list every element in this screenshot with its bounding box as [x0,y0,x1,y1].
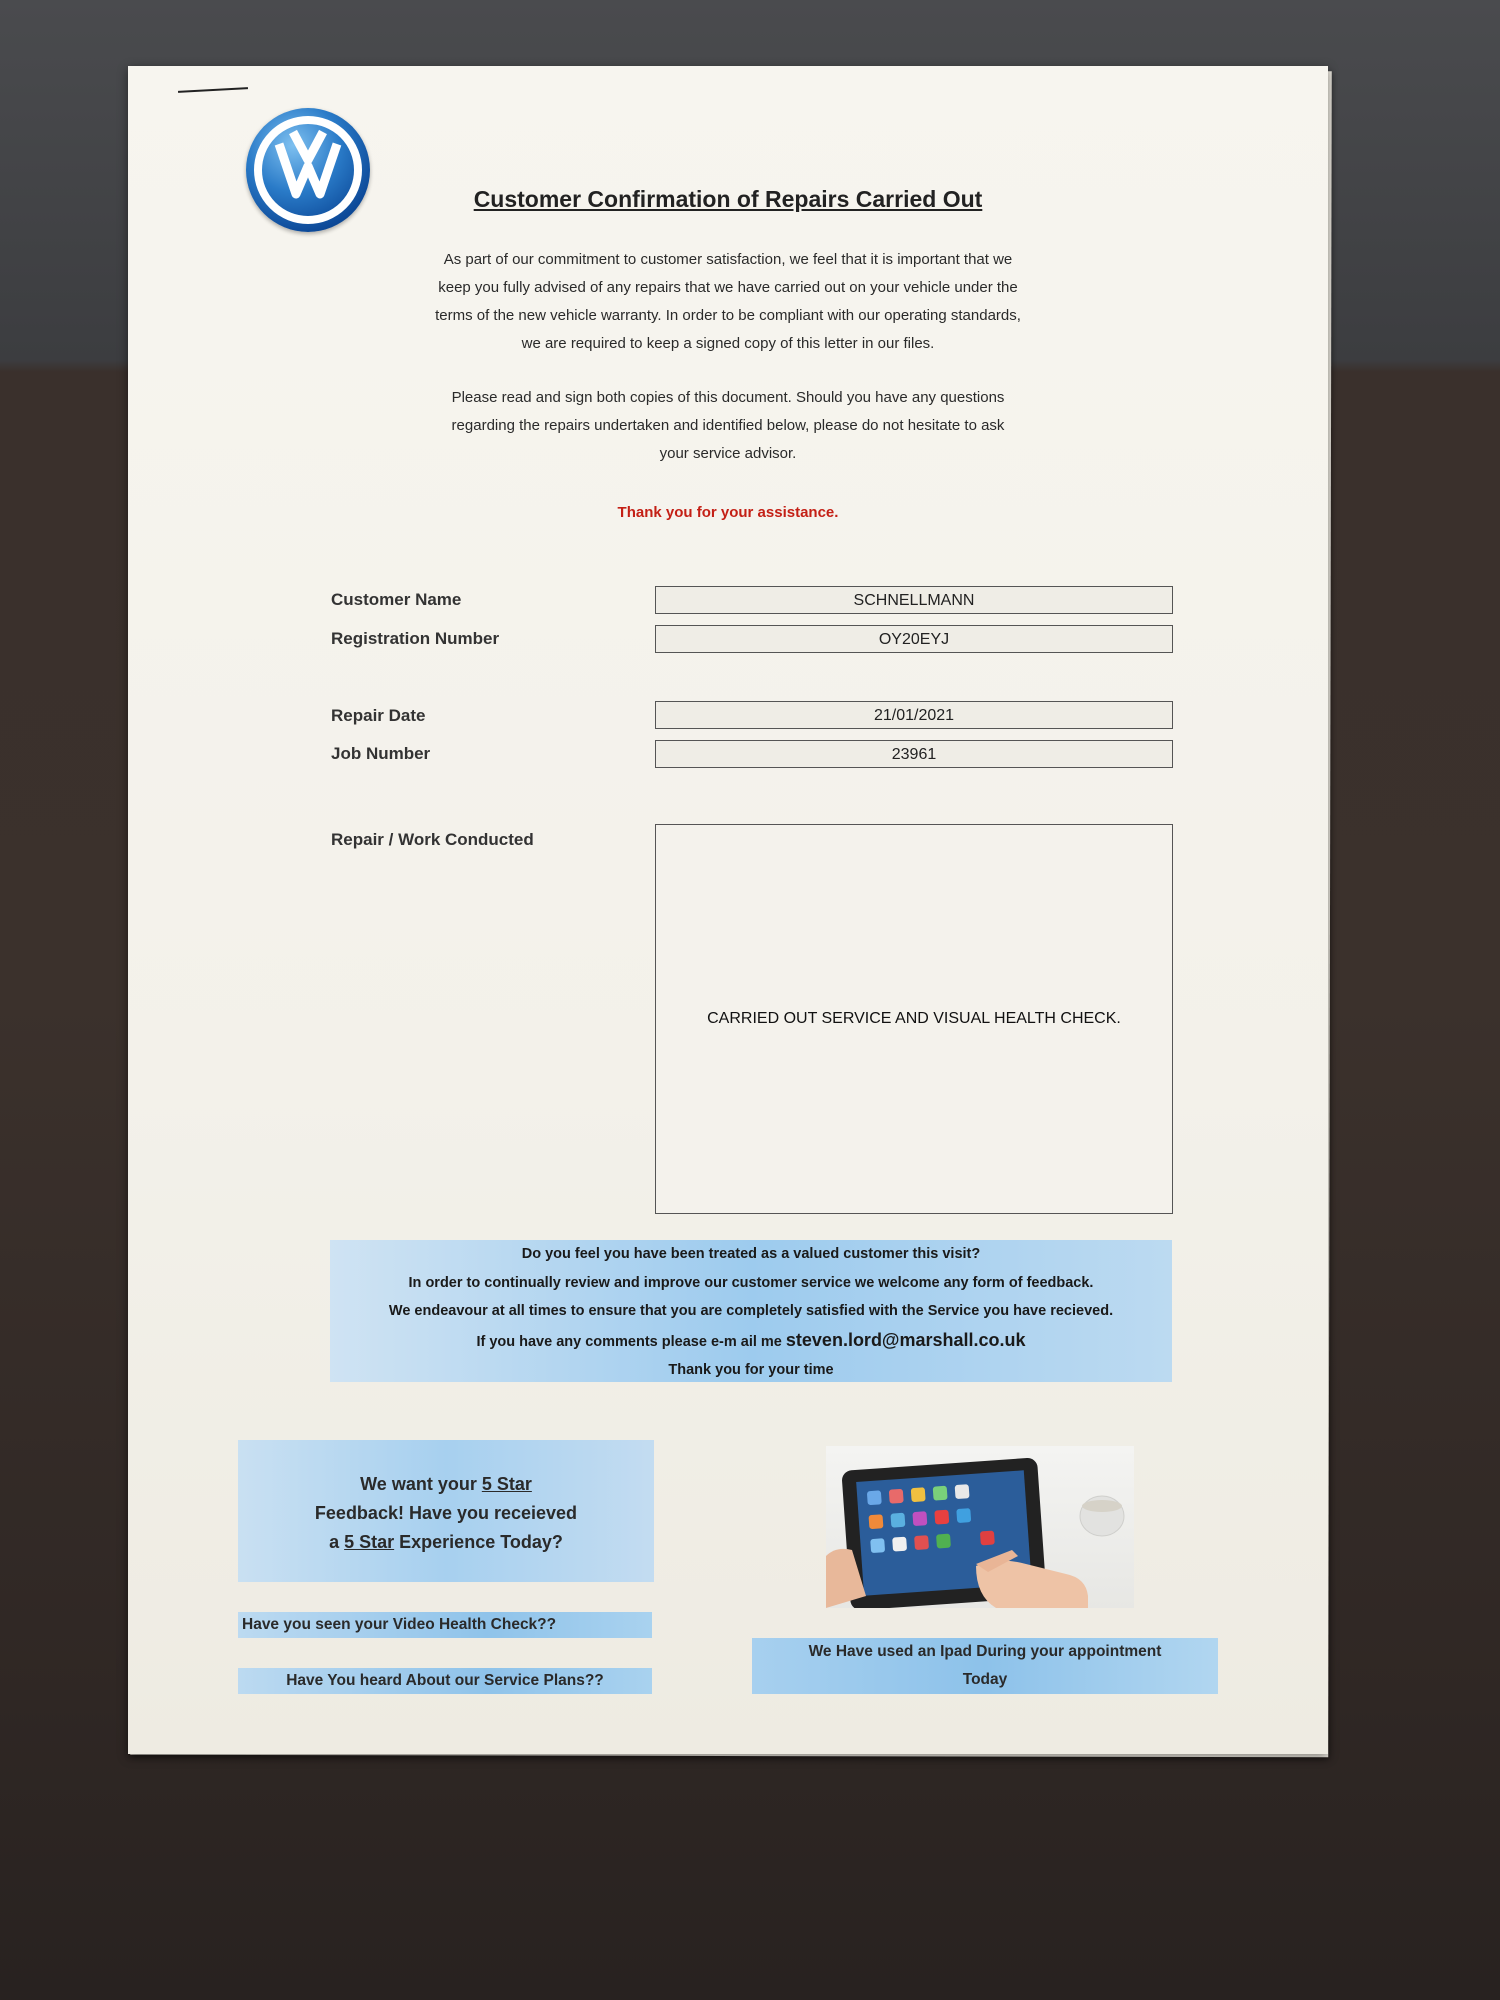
document-title: Customer Confirmation of Repairs Carried Out [473,186,983,212]
thanks-note: Thank you for your assistance. [617,504,839,521]
repair-date-label: Repair Date [331,706,426,725]
feedback-line: We endeavour at all times to ensure that you are completely satisfied with the Service you have recieved. [388,1303,1114,1319]
tablet-photo-icon [826,1446,1134,1608]
five-star-line: Feedback! Have you receieved [314,1503,578,1523]
intro-line: terms of the new vehicle warranty. In order to be compliant with our operating standards, [435,307,1021,324]
intro-line: As part of our commitment to customer satisfaction, we feel that it is important that we [443,251,1013,268]
instruction-line: Please read and sign both copies of this document. Should you have any questions [451,389,1005,406]
five-star-underline: 5 Star [344,1532,395,1552]
instruction-paragraph [418,384,1038,468]
feedback-line: Thank you for your time [668,1362,834,1378]
five-star-line [238,1470,654,1499]
intro-line: keep you fully advised of any repairs that we have carried out on your vehicle under the [438,279,1018,296]
repair-date-field: 21/01/2021 [655,701,1173,729]
job-number-label: Job Number [331,744,431,763]
intro-line: we are required to keep a signed copy of this letter in our files. [521,335,935,352]
five-star-text: a [329,1532,345,1552]
customer-name-label: Customer Name [331,590,462,609]
instruction-line: regarding the repairs undertaken and identified below, please do not hesitate to ask [451,417,1005,434]
registration-number-field: OY20EYJ [655,625,1173,653]
five-star-line [238,1528,654,1557]
job-number-field: 23961 [655,740,1173,768]
ipad-caption-strip [752,1638,1218,1694]
repair-work-box [655,824,1173,1214]
video-health-check-strip: Have you seen your Video Health Check?? [238,1612,652,1638]
five-star-text: We want your [360,1474,482,1494]
instruction-line: your service advisor. [659,445,797,462]
five-star-text: Experience Today? [394,1532,563,1552]
ipad-caption-line: Today [962,1671,1008,1688]
five-star-panel [238,1440,654,1582]
service-plans-strip: Have You heard About our Service Plans?? [238,1668,652,1694]
feedback-panel [330,1240,1172,1382]
customer-name-field: SCHNELLMANN [655,586,1173,614]
five-star-underline: 5 Star [481,1474,532,1494]
pen-mark [178,87,248,93]
ipad-caption-line: We Have used an Ipad During your appointment [808,1643,1162,1660]
registration-number-label: Registration Number [331,629,500,648]
repair-work-text: CARRIED OUT SERVICE AND VISUAL HEALTH CHECK. [707,1010,1121,1027]
feedback-email-line [330,1326,1172,1357]
repair-work-label: Repair / Work Conducted [331,830,534,849]
feedback-email-prefix: If you have any comments please e-m ail me [476,1333,786,1350]
feedback-line: In order to continually review and improve our customer service we welcome any form of feedback. [408,1274,1094,1291]
feedback-email: steven.lord@marshall.co.uk [785,1329,1026,1350]
volkswagen-logo-icon [246,108,370,232]
intro-paragraph [388,246,1068,358]
feedback-line: Do you feel you have been treated as a valued customer this visit? [521,1246,981,1262]
document-page [128,66,1328,1754]
